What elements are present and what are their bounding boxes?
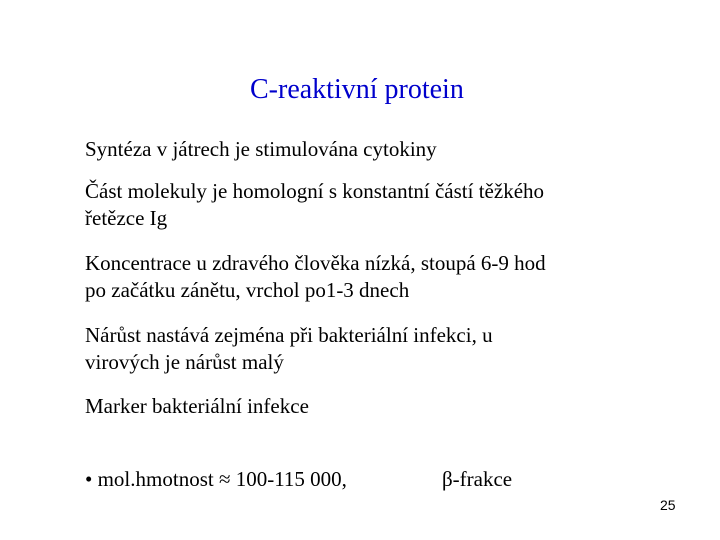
- paragraph-line: řetězce Ig: [85, 206, 168, 230]
- paragraph-marker: [85, 393, 309, 420]
- paragraph-homology: [85, 178, 544, 232]
- page-number: 25: [660, 497, 676, 513]
- beta-fraction-label: β-frakce: [442, 467, 513, 491]
- paragraph-line: Syntéza v játrech je stimulována cytokiny: [85, 137, 437, 161]
- paragraph-concentration: [85, 250, 546, 304]
- paragraph-line: Nárůst nastává zejména při bakteriální infekci, u: [85, 323, 493, 347]
- slide-title: C-reaktivní protein: [250, 74, 464, 105]
- paragraph-synthesis: [85, 136, 437, 163]
- paragraph-line: Marker bakteriální infekce: [85, 394, 309, 418]
- paragraph-increase: [85, 322, 493, 376]
- paragraph-line: po začátku zánětu, vrchol po1-3 dnech: [85, 278, 410, 302]
- paragraph-line: Část molekuly je homologní s konstantní částí těžkého: [85, 179, 545, 203]
- bullet-molecular-weight: • mol.hmotnost ≈ 100-115 000,: [85, 467, 347, 491]
- paragraph-line: Koncentrace u zdravého člověka nízká, stoupá 6-9 hod: [85, 251, 546, 275]
- paragraph-line: virových je nárůst malý: [85, 350, 284, 374]
